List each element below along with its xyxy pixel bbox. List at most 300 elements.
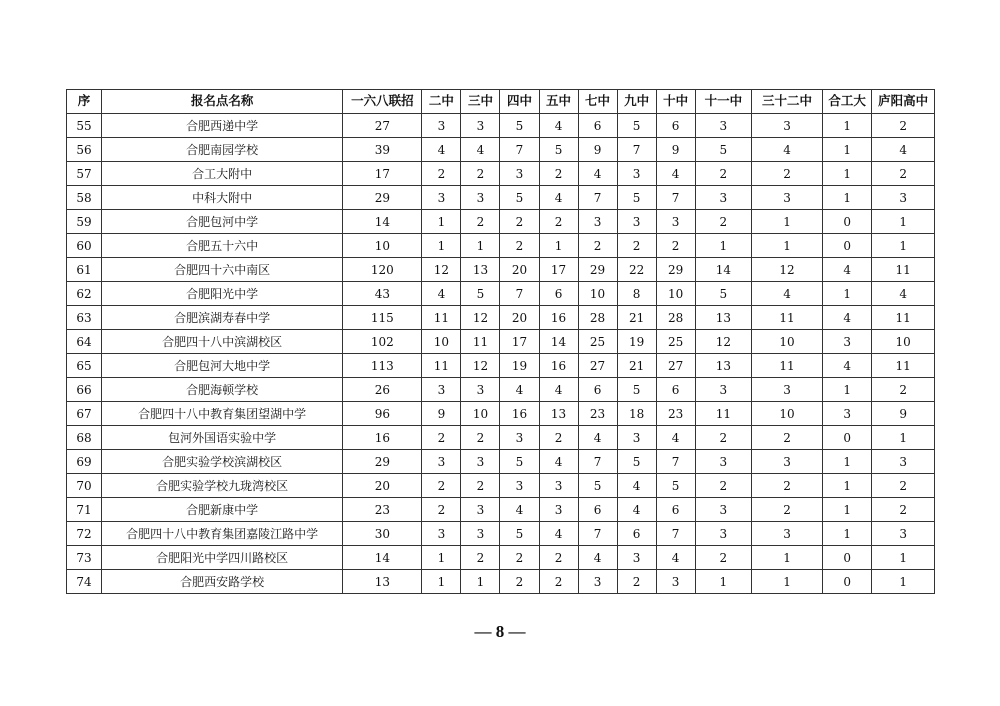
table-body [67,114,935,594]
quota-cell: 3 [695,450,751,474]
quota-cell: 3 [695,522,751,546]
quota-cell: 19 [617,330,656,354]
table-row [67,258,935,282]
quota-cell: 1 [422,234,461,258]
quota-cell: 4 [617,498,656,522]
quota-cell: 5 [617,450,656,474]
column-header: 三中 [461,90,500,114]
table-row [67,450,935,474]
quota-cell: 5 [500,114,539,138]
quota-cell: 22 [617,258,656,282]
quota-cell: 20 [500,306,539,330]
quota-cell: 23 [343,498,422,522]
school-name-cell: 合工大附中 [101,162,342,186]
school-name-cell: 合肥海顿学校 [101,378,342,402]
quota-cell: 3 [617,426,656,450]
quota-cell: 3 [656,570,695,594]
table-row [67,426,935,450]
column-header: 九中 [617,90,656,114]
quota-cell: 4 [656,162,695,186]
quota-cell: 12 [422,258,461,282]
table-row [67,330,935,354]
quota-cell: 1 [822,378,871,402]
quota-cell: 1 [872,570,935,594]
quota-cell: 20 [500,258,539,282]
quota-cell: 21 [617,306,656,330]
quota-cell: 3 [578,210,617,234]
row-number-cell: 68 [67,426,102,450]
quota-cell: 5 [617,186,656,210]
quota-cell: 13 [461,258,500,282]
school-name-cell: 包河外国语实验中学 [101,426,342,450]
quota-cell: 3 [822,402,871,426]
quota-cell: 0 [822,546,871,570]
quota-cell: 17 [343,162,422,186]
quota-cell: 5 [656,474,695,498]
quota-cell: 27 [656,354,695,378]
quota-cell: 7 [500,282,539,306]
quota-cell: 3 [578,570,617,594]
quota-cell: 3 [695,114,751,138]
quota-cell: 6 [578,498,617,522]
school-name-cell: 合肥阳光中学四川路校区 [101,546,342,570]
row-number-cell: 64 [67,330,102,354]
quota-cell: 4 [656,426,695,450]
row-number-cell: 56 [67,138,102,162]
row-number-cell: 72 [67,522,102,546]
quota-cell: 25 [578,330,617,354]
quota-cell: 4 [500,378,539,402]
table-row [67,570,935,594]
column-header: 合工大 [822,90,871,114]
quota-cell: 1 [872,546,935,570]
quota-cell: 5 [539,138,578,162]
quota-cell: 11 [872,306,935,330]
quota-cell: 6 [656,378,695,402]
quota-cell: 4 [422,138,461,162]
quota-cell: 14 [343,546,422,570]
quota-cell: 102 [343,330,422,354]
quota-cell: 2 [422,162,461,186]
quota-cell: 2 [500,570,539,594]
quota-cell: 2 [578,234,617,258]
quota-cell: 11 [461,330,500,354]
table-row [67,306,935,330]
row-number-cell: 55 [67,114,102,138]
quota-cell: 3 [461,522,500,546]
quota-cell: 4 [578,546,617,570]
table-row [67,186,935,210]
row-number-cell: 62 [67,282,102,306]
quota-cell: 0 [822,234,871,258]
column-header: 七中 [578,90,617,114]
quota-cell: 4 [422,282,461,306]
quota-cell: 4 [752,282,823,306]
column-header: 序 [67,90,102,114]
quota-cell: 3 [422,378,461,402]
quota-cell: 3 [539,498,578,522]
quota-cell: 7 [656,450,695,474]
quota-cell: 1 [422,546,461,570]
quota-cell: 1 [461,570,500,594]
quota-cell: 1 [752,570,823,594]
quota-cell: 7 [656,522,695,546]
quota-cell: 2 [752,474,823,498]
quota-cell: 4 [539,186,578,210]
quota-cell: 12 [752,258,823,282]
quota-cell: 1 [822,138,871,162]
quota-cell: 17 [500,330,539,354]
quota-cell: 14 [343,210,422,234]
quota-cell: 1 [539,234,578,258]
quota-cell: 9 [578,138,617,162]
quota-cell: 2 [461,162,500,186]
quota-cell: 12 [695,330,751,354]
school-name-cell: 合肥南园学校 [101,138,342,162]
quota-cell: 2 [695,426,751,450]
quota-cell: 3 [617,162,656,186]
row-number-cell: 58 [67,186,102,210]
quota-cell: 10 [422,330,461,354]
quota-cell: 11 [422,306,461,330]
quota-cell: 6 [578,378,617,402]
quota-cell: 4 [539,522,578,546]
quota-cell: 14 [539,330,578,354]
row-number-cell: 69 [67,450,102,474]
quota-cell: 13 [695,354,751,378]
quota-cell: 29 [343,186,422,210]
quota-cell: 1 [822,114,871,138]
quota-cell: 3 [461,498,500,522]
quota-cell: 13 [539,402,578,426]
column-header: 报名点名称 [101,90,342,114]
quota-cell: 1 [822,474,871,498]
quota-cell: 2 [617,234,656,258]
school-name-cell: 合肥四十八中教育集团望湖中学 [101,402,342,426]
row-number-cell: 74 [67,570,102,594]
quota-cell: 12 [461,306,500,330]
quota-cell: 5 [617,114,656,138]
table-row [67,114,935,138]
quota-cell: 5 [695,138,751,162]
quota-cell: 2 [872,378,935,402]
quota-cell: 3 [617,210,656,234]
quota-cell: 3 [500,474,539,498]
quota-cell: 1 [872,426,935,450]
quota-cell: 4 [617,474,656,498]
quota-cell: 1 [752,546,823,570]
table-row [67,282,935,306]
quota-cell: 27 [343,114,422,138]
quota-cell: 12 [461,354,500,378]
quota-cell: 3 [752,186,823,210]
quota-cell: 9 [422,402,461,426]
quota-cell: 1 [822,522,871,546]
column-header: 一六八联招 [343,90,422,114]
quota-cell: 3 [695,378,751,402]
school-name-cell: 合肥西安路学校 [101,570,342,594]
row-number-cell: 57 [67,162,102,186]
column-header: 四中 [500,90,539,114]
quota-cell: 4 [822,354,871,378]
quota-cell: 4 [752,138,823,162]
quota-cell: 3 [422,450,461,474]
table-row [67,162,935,186]
quota-cell: 1 [422,570,461,594]
table-row [67,474,935,498]
column-header: 三十二中 [752,90,823,114]
table-row [67,138,935,162]
quota-cell: 13 [343,570,422,594]
quota-cell: 5 [695,282,751,306]
quota-cell: 8 [617,282,656,306]
quota-cell: 18 [617,402,656,426]
quota-cell: 3 [695,186,751,210]
quota-cell: 6 [539,282,578,306]
quota-cell: 2 [695,546,751,570]
row-number-cell: 70 [67,474,102,498]
quota-cell: 2 [872,474,935,498]
quota-cell: 5 [461,282,500,306]
quota-cell: 1 [822,450,871,474]
table-row [67,402,935,426]
school-name-cell: 合肥包河大地中学 [101,354,342,378]
quota-cell: 3 [695,498,751,522]
quota-cell: 2 [461,210,500,234]
quota-cell: 2 [752,162,823,186]
quota-cell: 13 [695,306,751,330]
row-number-cell: 71 [67,498,102,522]
quota-cell: 3 [617,546,656,570]
quota-cell: 3 [500,162,539,186]
quota-cell: 4 [822,258,871,282]
school-name-cell: 合肥新康中学 [101,498,342,522]
column-header: 十中 [656,90,695,114]
quota-cell: 2 [422,498,461,522]
quota-cell: 14 [695,258,751,282]
quota-cell: 9 [872,402,935,426]
quota-cell: 10 [343,234,422,258]
quota-cell: 113 [343,354,422,378]
quota-cell: 4 [872,282,935,306]
quota-cell: 2 [500,234,539,258]
row-number-cell: 67 [67,402,102,426]
quota-cell: 1 [695,234,751,258]
quota-cell: 5 [500,450,539,474]
quota-cell: 1 [822,282,871,306]
school-name-cell: 合肥实验学校九珑湾校区 [101,474,342,498]
quota-cell: 16 [539,306,578,330]
quota-cell: 1 [822,498,871,522]
quota-cell: 39 [343,138,422,162]
quota-cell: 2 [872,114,935,138]
quota-cell: 10 [752,402,823,426]
quota-cell: 3 [422,114,461,138]
quota-cell: 2 [500,210,539,234]
quota-cell: 29 [343,450,422,474]
table-row [67,378,935,402]
quota-cell: 10 [461,402,500,426]
table-header-row [67,90,935,114]
quota-cell: 11 [695,402,751,426]
quota-cell: 3 [461,114,500,138]
quota-cell: 16 [539,354,578,378]
quota-cell: 5 [578,474,617,498]
quota-cell: 2 [461,474,500,498]
quota-cell: 3 [422,186,461,210]
column-header: 五中 [539,90,578,114]
quota-cell: 1 [695,570,751,594]
quota-cell: 4 [656,546,695,570]
quota-cell: 2 [656,234,695,258]
quota-cell: 3 [752,378,823,402]
quota-cell: 10 [578,282,617,306]
row-number-cell: 59 [67,210,102,234]
quota-cell: 2 [695,474,751,498]
school-name-cell: 中科大附中 [101,186,342,210]
row-number-cell: 65 [67,354,102,378]
allocation-table [66,89,935,594]
quota-cell: 5 [500,522,539,546]
quota-cell: 4 [578,426,617,450]
quota-cell: 2 [872,498,935,522]
school-name-cell: 合肥五十六中 [101,234,342,258]
quota-cell: 0 [822,210,871,234]
quota-cell: 115 [343,306,422,330]
quota-cell: 11 [752,354,823,378]
quota-cell: 4 [578,162,617,186]
quota-cell: 2 [539,546,578,570]
school-name-cell: 合肥四十八中教育集团嘉陵江路中学 [101,522,342,546]
quota-cell: 1 [822,162,871,186]
quota-cell: 1 [461,234,500,258]
quota-cell: 1 [752,210,823,234]
quota-cell: 3 [500,426,539,450]
quota-cell: 2 [752,426,823,450]
quota-cell: 7 [578,450,617,474]
quota-cell: 29 [578,258,617,282]
quota-cell: 3 [752,522,823,546]
quota-cell: 43 [343,282,422,306]
table-row [67,354,935,378]
quota-cell: 3 [539,474,578,498]
table-row [67,234,935,258]
quota-cell: 4 [822,306,871,330]
quota-cell: 1 [822,186,871,210]
quota-cell: 5 [500,186,539,210]
row-number-cell: 66 [67,378,102,402]
quota-cell: 7 [656,186,695,210]
quota-cell: 23 [656,402,695,426]
quota-cell: 26 [343,378,422,402]
school-name-cell: 合肥实验学校滨湖校区 [101,450,342,474]
page-number: — 8 — [474,622,526,641]
quota-cell: 30 [343,522,422,546]
quota-cell: 2 [539,570,578,594]
quota-cell: 29 [656,258,695,282]
quota-cell: 4 [539,450,578,474]
row-number-cell: 63 [67,306,102,330]
quota-cell: 2 [500,546,539,570]
quota-cell: 3 [822,330,871,354]
quota-cell: 27 [578,354,617,378]
quota-cell: 3 [461,378,500,402]
quota-cell: 5 [617,378,656,402]
quota-cell: 2 [872,162,935,186]
quota-cell: 16 [343,426,422,450]
quota-cell: 21 [617,354,656,378]
quota-cell: 3 [461,450,500,474]
school-name-cell: 合肥四十六中南区 [101,258,342,282]
quota-cell: 20 [343,474,422,498]
quota-cell: 7 [617,138,656,162]
quota-cell: 1 [422,210,461,234]
quota-cell: 0 [822,570,871,594]
quota-cell: 23 [578,402,617,426]
quota-cell: 2 [695,210,751,234]
quota-cell: 4 [872,138,935,162]
quota-cell: 10 [752,330,823,354]
quota-cell: 1 [872,234,935,258]
table-row [67,546,935,570]
quota-cell: 3 [872,522,935,546]
quota-cell: 3 [872,450,935,474]
school-name-cell: 合肥西递中学 [101,114,342,138]
row-number-cell: 60 [67,234,102,258]
column-header: 二中 [422,90,461,114]
table-row [67,210,935,234]
row-number-cell: 61 [67,258,102,282]
column-header: 十一中 [695,90,751,114]
quota-cell: 28 [656,306,695,330]
quota-cell: 7 [500,138,539,162]
quota-cell: 2 [539,426,578,450]
quota-cell: 1 [872,210,935,234]
quota-cell: 120 [343,258,422,282]
quota-cell: 2 [539,210,578,234]
quota-cell: 7 [578,522,617,546]
quota-cell: 2 [695,162,751,186]
quota-cell: 3 [461,186,500,210]
quota-cell: 6 [578,114,617,138]
quota-cell: 11 [872,354,935,378]
quota-cell: 16 [500,402,539,426]
quota-cell: 96 [343,402,422,426]
quota-cell: 17 [539,258,578,282]
quota-cell: 6 [617,522,656,546]
quota-cell: 2 [617,570,656,594]
quota-cell: 9 [656,138,695,162]
school-name-cell: 合肥包河中学 [101,210,342,234]
quota-cell: 28 [578,306,617,330]
row-number-cell: 73 [67,546,102,570]
school-name-cell: 合肥阳光中学 [101,282,342,306]
school-name-cell: 合肥四十八中滨湖校区 [101,330,342,354]
quota-cell: 10 [872,330,935,354]
quota-cell: 3 [422,522,461,546]
quota-cell: 2 [461,426,500,450]
quota-cell: 2 [752,498,823,522]
quota-cell: 11 [752,306,823,330]
table-row [67,498,935,522]
quota-cell: 19 [500,354,539,378]
quota-cell: 11 [872,258,935,282]
quota-cell: 7 [578,186,617,210]
quota-cell: 4 [539,114,578,138]
school-name-cell: 合肥滨湖寿春中学 [101,306,342,330]
quota-cell: 3 [752,450,823,474]
quota-cell: 6 [656,498,695,522]
